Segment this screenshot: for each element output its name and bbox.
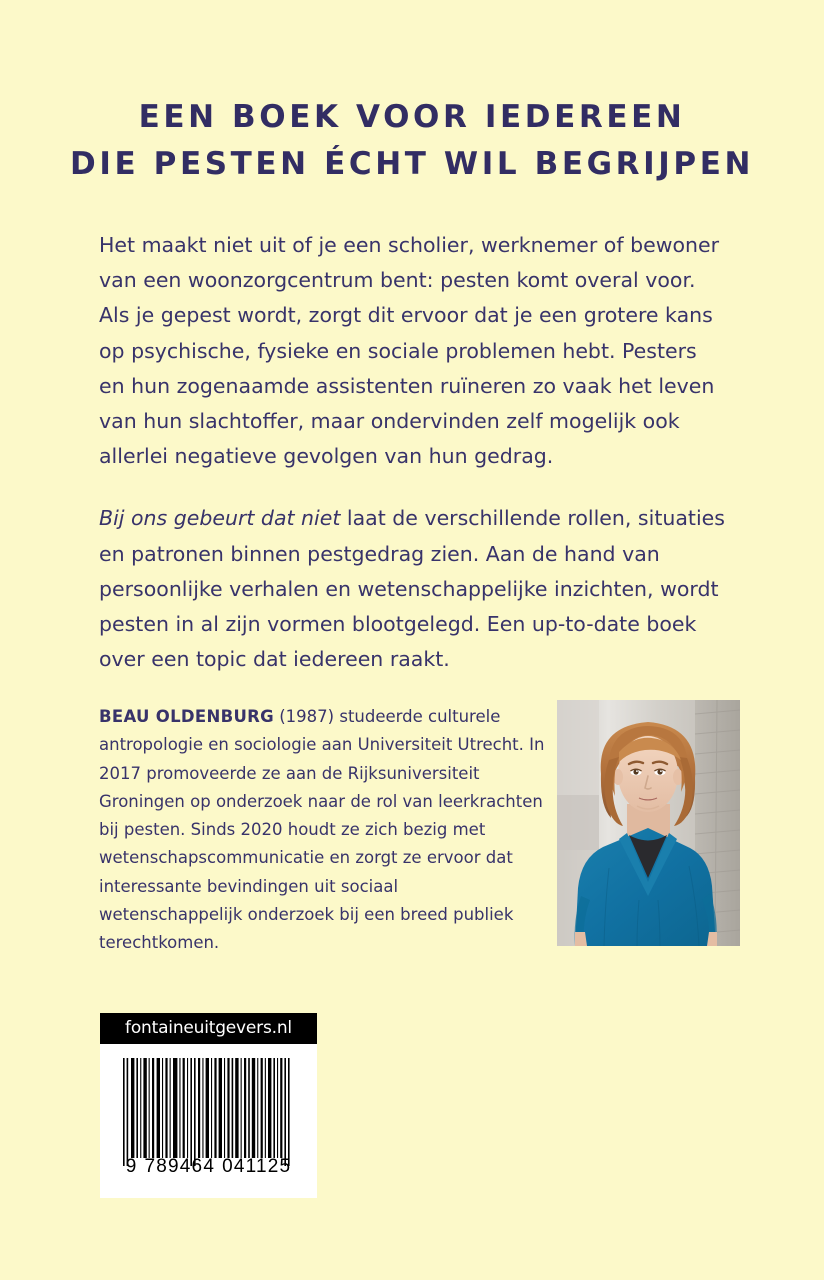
publisher-barcode-block	[100, 1013, 317, 1198]
book-title-italic: Bij ons gebeurt dat niet	[99, 506, 341, 531]
author-name: BEAU OLDENBURG	[99, 707, 274, 726]
publisher-website[interactable]: fontaineuitgevers.nl	[100, 1013, 317, 1044]
blurb-paragraph-2	[99, 501, 727, 677]
blurb-paragraph-2-rest: laat de verschillende rollen, situaties en patronen binnen pestgedrag zien. Aan de hand van persoonlijke verhalen en wetenschappelijke inzichten, wordt pesten in al zijn vormen blootgelegd. Een up-to-date boek over een topic dat iedereen raakt.	[99, 506, 725, 672]
isbn-barcode-icon	[121, 1058, 297, 1166]
author-bio-text: (1987) studeerde culturele antropologie en sociologie aan Universiteit Utrecht. In 2017 promoveerde ze aan de Rijksuniversiteit Groningen op onderzoek naar de rol van leerkrachten bij pesten. Sinds 2020 houdt ze zich bezig met wetenschapscommunicatie en zorgt ze ervoor dat interessante bevindingen uit sociaal wetenschappelijk onderzoek bij een breed publiek terechtkomen.	[99, 707, 545, 953]
blurb-paragraph-1: Het maakt niet uit of je een scholier, werknemer of bewoner van een woonzorgcentrum bent: pesten komt overal voor. Als je gepest wordt, zorgt dit ervoor dat je een grotere kans op psychische, fysieke en sociale problemen hebt. Pesters en hun zogenaamde assistenten ruïneren zo vaak het leven van hun slachtoffer, maar ondervinden zelf mogelijk ook allerlei negatieve gevolgen van hun gedrag.	[99, 233, 720, 469]
blurb-text	[99, 228, 727, 677]
isbn-group-left: 789464	[144, 1156, 216, 1177]
author-portrait-photo	[557, 700, 740, 946]
author-bio	[99, 703, 545, 958]
page-title	[0, 94, 824, 188]
headline-line-2: DIE PESTEN ÉCHT WIL BEGRIJPEN	[69, 146, 755, 182]
portrait-illustration	[557, 700, 740, 946]
barcode-area	[100, 1044, 317, 1198]
isbn-group-right: 041125	[222, 1156, 292, 1177]
isbn-prefix-digit: 9	[125, 1156, 138, 1177]
isbn-digits	[100, 1152, 317, 1182]
headline-line-1: EEN BOEK VOOR IEDEREEN	[138, 99, 686, 135]
